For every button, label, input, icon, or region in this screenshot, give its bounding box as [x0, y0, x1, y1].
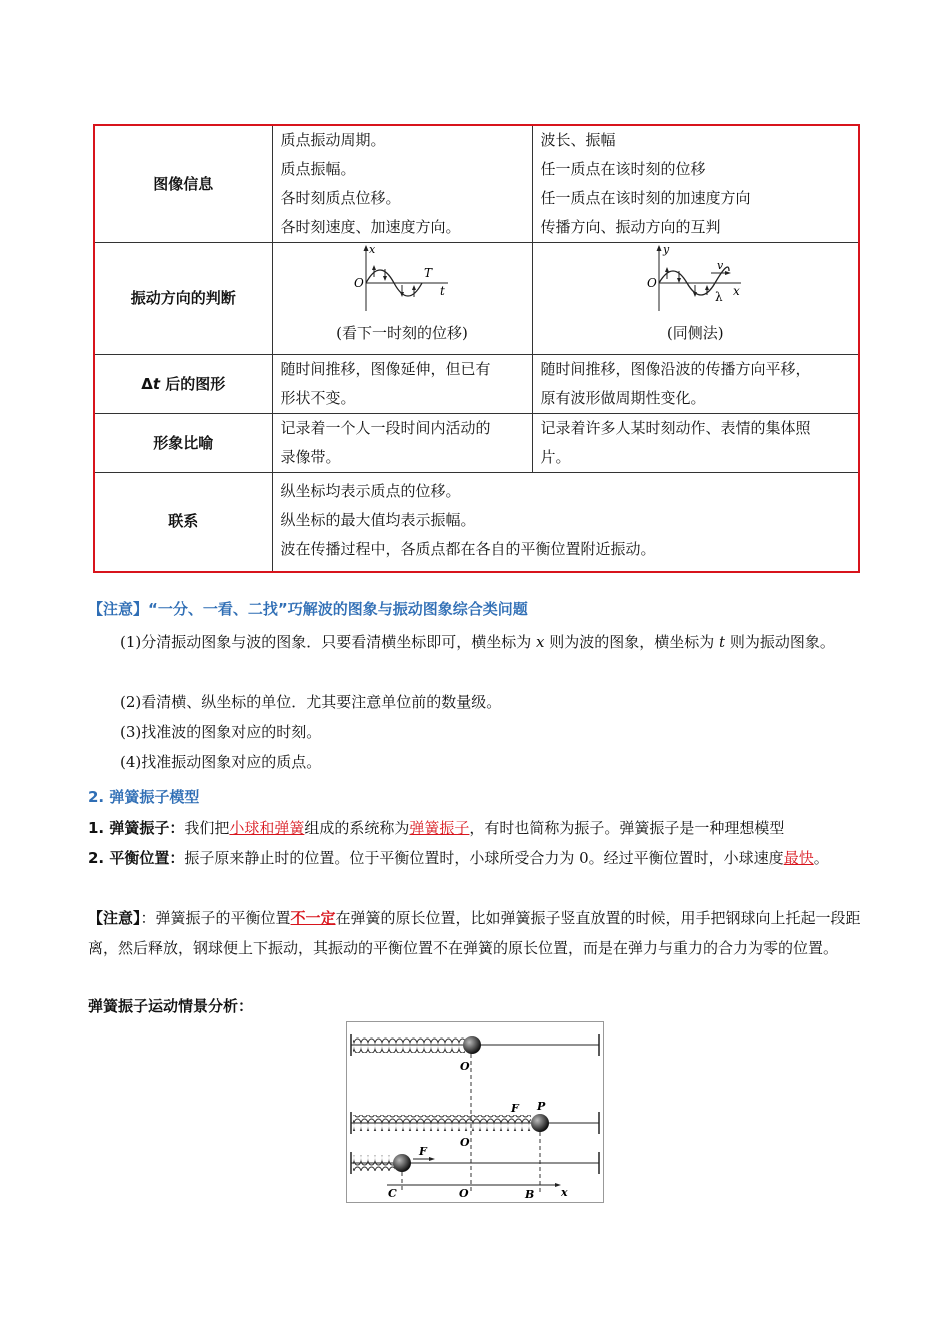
table-row: [94, 355, 859, 414]
cell-line: 各时刻速度、加速度方向。: [280, 218, 461, 236]
row-header: 形象比喻: [94, 414, 272, 473]
note-paragraph: (3)找准波的图象对应的时刻。: [120, 723, 322, 741]
cell: [272, 414, 532, 473]
origin-label: O: [647, 276, 658, 290]
wave-graph: [645, 245, 745, 317]
spring-diagram: [347, 1022, 603, 1202]
label-P: P: [537, 1100, 546, 1113]
label-O: O: [460, 1060, 470, 1073]
table-row: [94, 243, 859, 355]
text: 振子原来静止时的位置。位于平衡位置时，小球所受合力为 0。经过平衡位置时，小球速度: [184, 849, 784, 867]
cell-line: 波在传播过程中，各质点都在各自的平衡位置附近振动。: [280, 540, 656, 558]
label-x: x: [561, 1186, 568, 1199]
t-variable: t: [152, 374, 161, 393]
origin-label: O: [354, 276, 364, 290]
cell-line: 各时刻质点位移。: [280, 189, 401, 207]
note-paragraph: [88, 903, 864, 963]
highlight: 不一定: [290, 909, 336, 927]
cell-line: 任一质点在该时刻的位移: [540, 160, 706, 178]
cell: [532, 125, 859, 243]
cell-line: 片。: [540, 448, 571, 466]
note-label: 【注意】: [88, 909, 141, 927]
cell: [272, 243, 532, 355]
cell: [532, 355, 859, 414]
cell-line: 记录着一个人一段时间内活动的: [280, 419, 491, 437]
text: ：弹簧振子的平衡位置: [140, 909, 291, 927]
note-paragraph: (2)看清横、纵坐标的单位．尤其要注意单位前的数量级。: [120, 693, 502, 711]
cell: [532, 414, 859, 473]
row-header: 振动方向的判断: [94, 243, 272, 355]
label-B: B: [525, 1188, 535, 1201]
cell-line: 传播方向、振动方向的互判: [540, 218, 721, 236]
var-x: x: [536, 633, 545, 651]
row-header: 图像信息: [94, 125, 272, 243]
velocity-label: v: [717, 259, 724, 272]
label-C: C: [388, 1187, 397, 1200]
text: 组成的系统称为: [304, 819, 410, 837]
table-row: [94, 473, 859, 572]
text: 则为波的图象，横坐标为: [544, 633, 720, 651]
cell-line: 纵坐标均表示质点的位移。: [280, 482, 461, 500]
cell: [272, 125, 532, 243]
text: 则为振动图象。: [725, 633, 835, 651]
cell-line: 记录着许多人某时刻动作、表情的集体照: [540, 419, 811, 437]
cell-line: 形状不变。: [280, 389, 356, 407]
note-title: 【注意】“一分、一看、二找”巧解波的图象与振动图象综合类问题: [88, 600, 528, 618]
definition-spring-oscillator: [88, 813, 864, 843]
table-row: [94, 125, 859, 243]
cell-line: 质点振动周期。: [280, 131, 386, 149]
axis-label: x: [733, 284, 741, 298]
delta-symbol: Δ: [141, 374, 153, 393]
definition-label: 1. 弹簧振子：: [88, 819, 185, 837]
note-paragraph: (4)找准振动图象对应的质点。: [120, 753, 322, 771]
text: 在弹簧的原长位置，比如弹簧振子竖直放置的时候，用手把钢球向上托起一段距离，然后释放，钢球便上下振动，其振动的平衡位置不在弹簧的原长位置，而是在弹力与重力的合力为零的位置。: [88, 909, 861, 957]
text: ，有时也简称为振子。弹簧振子是一种理想模型: [469, 819, 785, 837]
highlight: 小球和弹簧: [229, 819, 305, 837]
label-O: O: [459, 1187, 469, 1200]
row-header: 联系: [94, 473, 272, 572]
cell-line: 任一质点在该时刻的加速度方向: [540, 189, 751, 207]
header-text: 后的图形: [160, 374, 226, 393]
cell-line: 随时间推移，图像沿波的传播方向平移，: [540, 360, 811, 378]
cell-line: 随时间推移，图像延伸，但已有: [280, 360, 491, 378]
wavelength-label: λ: [715, 290, 723, 304]
vibration-graph: [352, 245, 452, 317]
section-title: 2. 弹簧振子模型: [88, 788, 200, 806]
cell-line: 波长、振幅: [540, 131, 616, 149]
var-t: t: [719, 633, 726, 651]
label-F: F: [511, 1102, 519, 1115]
text: 。: [813, 849, 829, 867]
row-header: [94, 355, 272, 414]
cell-line: 录像带。: [280, 448, 341, 466]
analysis-heading: 弹簧振子运动情景分析：: [88, 997, 254, 1015]
figure-caption: (同侧法): [666, 324, 724, 342]
cell-line: 原有波形做周期性变化。: [540, 389, 706, 407]
cell: [272, 355, 532, 414]
spring-oscillator-figure: [346, 1021, 604, 1203]
definition-label: 2. 平衡位置：: [88, 849, 185, 867]
label-O: O: [460, 1136, 470, 1149]
period-label: T: [424, 266, 433, 280]
cell: [532, 243, 859, 355]
cell-line: 纵坐标的最大值均表示振幅。: [280, 511, 476, 529]
definition-equilibrium: [88, 843, 864, 873]
table-row: [94, 414, 859, 473]
note-paragraph: [88, 627, 864, 657]
axis-label: y: [663, 245, 670, 256]
figure-caption: (看下一时刻的位移): [336, 324, 468, 342]
axis-label: t: [440, 284, 445, 298]
cell-line: 质点振幅。: [280, 160, 356, 178]
highlight: 弹簧振子: [409, 819, 470, 837]
comparison-table: [93, 124, 860, 573]
text: 我们把: [184, 819, 230, 837]
text: (1)分清振动图象与波的图象．只要看清横坐标即可，横坐标为: [120, 633, 537, 651]
label-F: F: [419, 1145, 427, 1158]
highlight: 最快: [783, 849, 814, 867]
axis-label: x: [369, 245, 376, 256]
cell: [272, 473, 859, 572]
